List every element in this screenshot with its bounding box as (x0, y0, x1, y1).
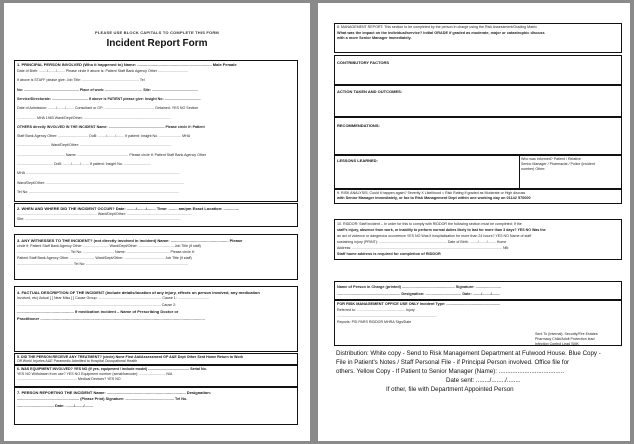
risk-office-line: Reports: PSI PARS RIDDOR MHRA Sign/Date (337, 320, 412, 324)
riddor-line: staff's injury, absence from work, or inability to perform normal duties likely to last for more than 3 days? YES NO Was the (337, 228, 546, 232)
section-2-line: Site: ............................................................................................................................................................ (17, 217, 181, 221)
section-risk-analysis (334, 189, 622, 204)
section-1-line: Service/Directorate: .................................... If above is PATIENT please give: Insight No: .................................... (17, 96, 201, 101)
section-action-taken (334, 85, 622, 117)
sent-to-line: Sent To (Internal): Security/Fire Estates (535, 332, 598, 336)
section-1-line: ................... MHA 1983 Ward/Dept/Other: ....................................................................................... (17, 115, 171, 120)
divider (519, 156, 520, 189)
section-8-line: with a more Senior Manager immediately. (337, 36, 412, 40)
who-informed-line: Who was informed? Patient / Relative (521, 157, 581, 161)
section-when-where (14, 203, 298, 227)
section-8-line: What was the impact on the individual/service? Initial GRADE if graded as moderate, major or catastrophic discuss (337, 31, 545, 35)
form-page-1 (4, 3, 310, 441)
section-3-line: circle if: Patient Staff Bank Agency Other .......................... Ward/Dept/Other: ................................... Job Title (if staff) (17, 244, 201, 248)
risk-analysis-line: 9. RISK ANALYSIS: Could it happen again? Severity X Likelihood = Risk Rating If graded as Moderate or High discuss (337, 191, 526, 195)
section-2-heading: 2. WHEN AND WHERE DID THE INCIDENT OCCUR? Date: ......../......../........ Time: ........ am/pm Exact Location: .............. (17, 206, 240, 211)
section-risk-office-use (334, 300, 622, 346)
riddor-line: Staff home address is required for completion of RIDDOR (337, 252, 441, 256)
person-in-charge-line: Name of Person in Charge (printed) .................................................. Signature: ........................ (337, 285, 501, 289)
section-witnesses (14, 234, 298, 280)
section-1-line: .................................... DoB: ......../......../........ If patient: Insight No. ........................... (17, 162, 151, 166)
section-recommendations (334, 117, 622, 155)
section-treatment (14, 353, 298, 365)
section-1-line: Tel No: ...................................................................................................................................................... (17, 189, 179, 194)
section-riddor (334, 219, 622, 260)
section-person-in-charge (334, 281, 622, 300)
section-1-line: Staff Bank Agency Other: .............................. DoB: ......../......../........ If patient: Insight No. ...................... MHA (17, 134, 191, 139)
distribution-line: Date sent: ......../......../........ (446, 377, 521, 384)
section-5-line: Off Work/ Injuries A&E Paramedic Admitted to Hospital Occupational Health (17, 359, 138, 363)
section-management-report (334, 23, 622, 53)
risk-office-line: Referred to: ................................................ Injury (337, 308, 415, 312)
section-1-line: If above is STAFF please give: Job Title: ......................................................... Tel (17, 78, 145, 83)
lessons-learned-heading: LESSONS LEARNED: (337, 158, 378, 163)
risk-office-line: .................................................................................................... (337, 314, 437, 318)
riddor-line: an act of violence or dangerous occurrence YES NO Was it hospitalisation for more than 24 hours? YES NO Name of staff (337, 234, 532, 238)
section-3-line: Patient Staff Bank Agency Other ......................... Ward/Dept/Other: ........................................ Job Title (if staff) (17, 256, 192, 260)
section-1-line: ................................. Ward/Dept/Other: ........................................................................................... (17, 143, 171, 148)
sent-to-line: Pharmacy Child/Adult Protection lead (535, 337, 595, 341)
section-7-line: ................................... Date: ......../......../........ (17, 404, 93, 408)
section-4-line: ................................................... If medication incident – Name of Prescribing Doctor or (17, 310, 179, 314)
recommendations-heading: RECOMMENDATIONS: (337, 123, 380, 128)
section-6-heading: 6. WAS EQUIPMENT INVOLVED? YES NO (If yes, equipment / include model) ......................................... Serial No. (17, 366, 207, 371)
section-1-line: No: ....................................................... Place of work: ..................................... Site: .............................................. (17, 87, 198, 92)
riddor-line: sustaining injury (PRINT): .................................................................... Date of Birth: ......../......../........ Home (337, 240, 507, 244)
distribution-line: others. Yellow Copy - If Patient to Senior Manager (Name): ...................................... (336, 368, 564, 375)
section-equipment (14, 365, 298, 387)
distribution-line: If other, file with Department Appointed Person (386, 386, 514, 393)
who-informed-line: number) Other: (521, 167, 546, 171)
section-1-line: Ward/Dept/Other: .......................................................................................................................................... (17, 180, 184, 185)
section-6-line: ............................................................ Medical Devices? YES NO (17, 377, 121, 381)
distribution-notice (336, 349, 630, 394)
section-7-heading: 7. PERSON REPORTING THE INCIDENT Name: ....................................................................... Designation: (17, 390, 212, 395)
person-in-charge-line: ............................................................ Designation: .................................. Date: ......../......../........ (337, 292, 501, 296)
section-6-line: YES NO Withdrawn from use? YES NO Equipment number (serial/barcode): .......................... N/A (17, 372, 173, 376)
section-4-line: Practitioner .................................................................................................................................................... (17, 317, 205, 321)
riddor-line: Address: ...................................................................................................................................................... NB: (337, 246, 509, 250)
section-1-heading: 1. PRINCIPAL PERSON INVOLVED (Who it happened to) Name: ................................................................... Male Female (17, 62, 237, 67)
section-1-line: Date of Admission: ......../......../........ Consultant or GP: .................................................. Detained: YES NO Section (17, 106, 199, 111)
section-1-line: OTHERS directly INVOLVED IN THE INCIDENT Name: ........................................................ Please circle if: Patient (17, 124, 205, 129)
section-1-line: Date of Birth: ......../......../........ Please circle if above is: Patient Staff Bank Agency Other .............................. (17, 69, 188, 73)
section-3-heading: 3. ANY WITNESSES TO THE INCIDENT? (not directly involved in incident) Name: .................................................... Please (17, 238, 243, 243)
section-person-reporting (14, 387, 298, 425)
risk-analysis-line: with Senior Manager immediately, or fax to Risk Management Dept within one working day on 01142 570000 (337, 196, 531, 200)
section-2-line: ................................................................................ Ward/Dept/Other: ................................................................. (17, 212, 192, 216)
section-7-line: ........................................................... (Please Print) Signature: .............................................. Tel No. (17, 397, 188, 401)
section-contributory-factors (334, 55, 622, 85)
form-title: Incident Report Form (106, 38, 208, 49)
risk-office-heading: FOR RISK MANAGEMENT OFFICE USE ONLY Incident Type: ................................................... (337, 302, 501, 306)
section-3-line: ..................................................... Tel No: ............................... Name: ........................................... Please circle if: (17, 250, 195, 254)
section-4-line: involved, etc) Actual [ ] Near Miss [ ] Cause Group: ............................................................... Cause 1: ............................... (17, 296, 209, 300)
sent-to-line: Infection Control Lead SMK (535, 342, 579, 346)
section-3-line: ........................................................ Tel No: ...................................................................................................... (17, 262, 188, 266)
distribution-line: File in Patient's Notes / Staff Personal File - if Principal Person involved. Office file for (336, 359, 570, 366)
section-4-heading: 4. FACTUAL DESCRIPTION OF THE INCIDENT (include details/location of any injury, effects on person involved, any medication (17, 290, 260, 295)
section-1-line: MHA .......................................................................................................................................................... (17, 171, 180, 176)
section-lessons-learned (334, 155, 622, 189)
section-8-heading: 8. MANAGEMENT REPORT: This section to be completed by the person in charge using the Risk Assessment/Grading Matrix (337, 25, 537, 29)
section-factual-description (14, 286, 298, 352)
contributory-factors-heading: CONTRIBUTORY FACTORS (337, 60, 390, 65)
who-informed-line: Senior Manager / Pharmacist / Police (incident (521, 162, 595, 166)
section-4-line: ................................................................................................................................................ Cause 2: (17, 303, 177, 307)
section-1-line: ................................................ Name: ................................................... Please circle if: Patient Staff Bank Agency Other (17, 152, 207, 157)
action-taken-heading: ACTION TAKEN AND OUTCOMES: (337, 89, 403, 94)
distribution-line: Distribution: White copy - Send to Risk Management Department at Fulwood House. Blue Copy - (336, 350, 601, 357)
riddor-line: 10. RIDDOR: Staff incident – In order for this to comply with RIDDOR the following section must be completed: If the (337, 222, 522, 226)
section-5-heading: 5. DID THE PERSON RECEIVE ANY TREATMENT? (circle) None First Aid/Assessment GP A&E Dept Other Sent Home Return to Work (17, 354, 243, 359)
block-capitals-notice: PLEASE USE BLOCK CAPITALS TO COMPLETE THIS FORM (95, 30, 219, 35)
section-principal-person (14, 60, 298, 202)
